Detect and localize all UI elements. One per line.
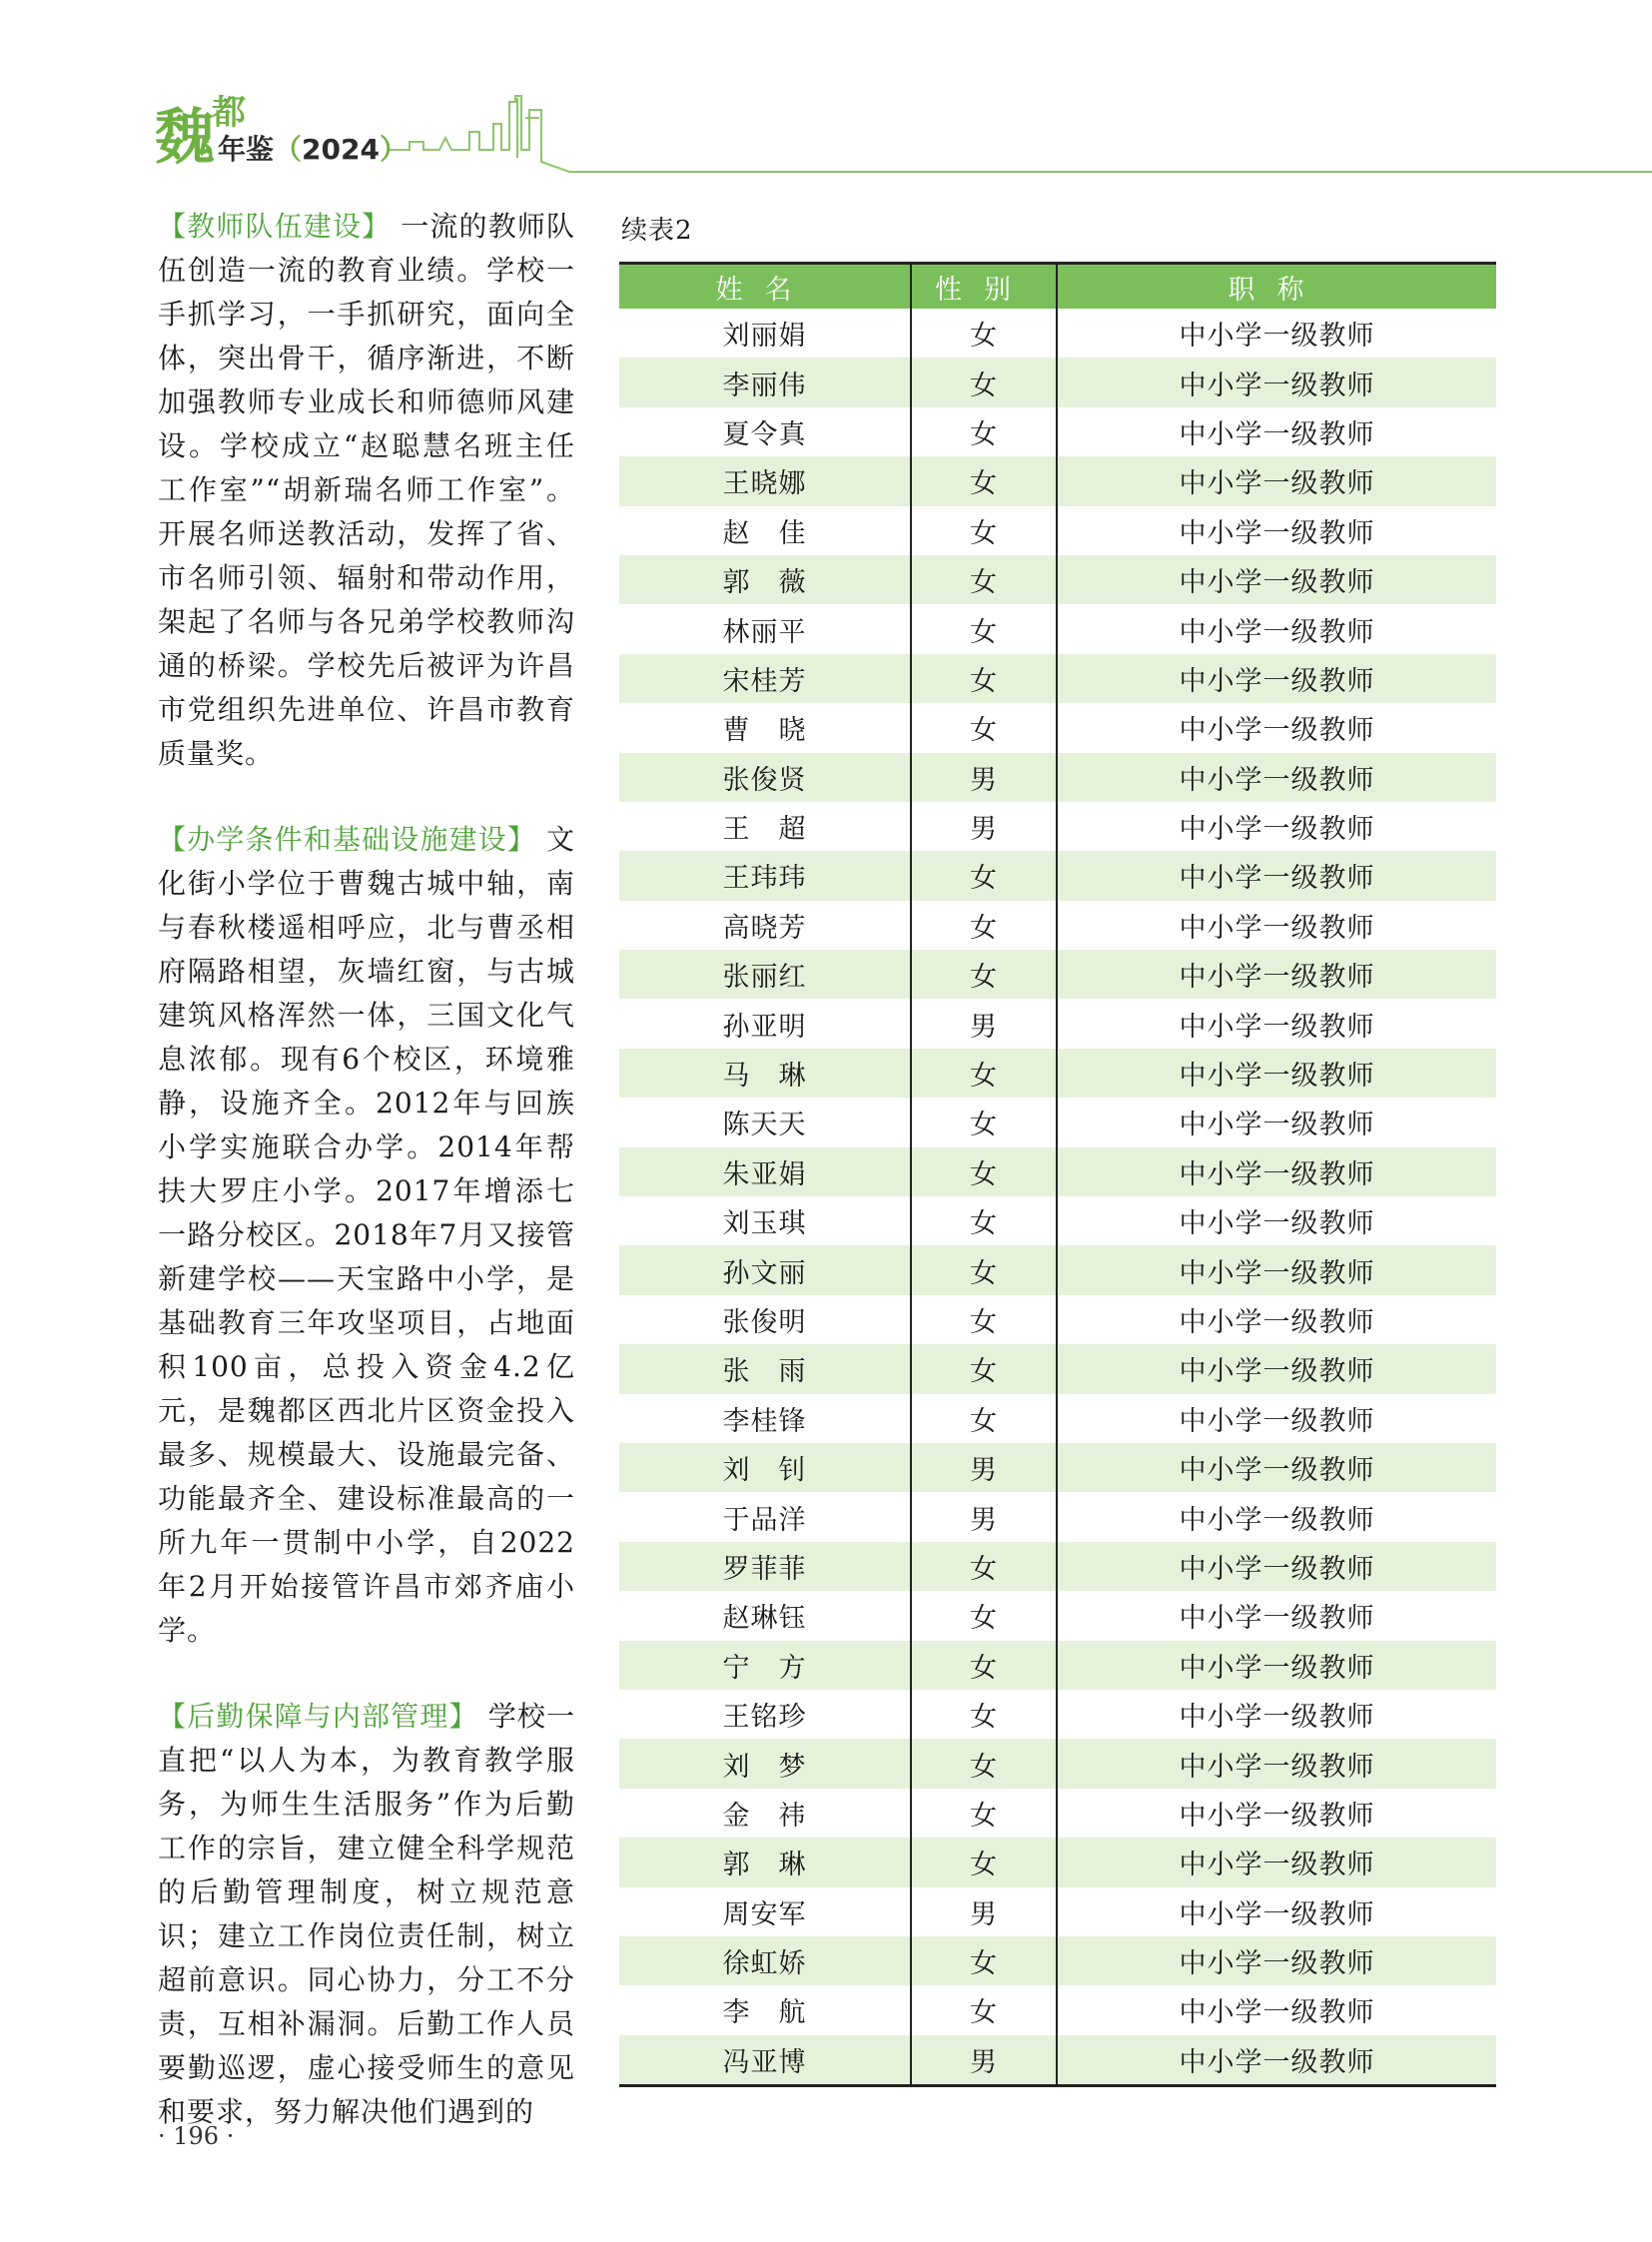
cell-gender: 女	[911, 1245, 1057, 1294]
table-row	[619, 358, 1496, 406]
logo-yearbook-title: 年鉴（2024）	[218, 133, 408, 166]
table-row	[619, 1985, 1496, 2034]
table-row	[619, 1147, 1496, 1196]
paragraph-text: 文化街小学位于曹魏古城中轴，南与春秋楼遥相呼应，北与曹丞相府隔路相望，灰墙红窗，与古城建筑风格浑然一体，三国文化气息浓郁。现有6个校区，环境雅静，设施齐全。2012年与回族小学实施联合办学。2014年帮扶大罗庄小学。2017年增添七一路分校区。2018年7月又接管新建学校——天宝路中小学，是基础教育三年攻坚项目，占地面积100亩，总投入资金4.2亿元，是魏都区西北片区资金投入最多、规模最大、设施最完备、功能最齐全、建设标准最高的一所九年一贯制中小学，自2022年2月开始接管许昌市郊齐庙小学。	[158, 823, 575, 1647]
cell-name: 孙文丽	[619, 1245, 911, 1294]
cell-title: 中小学一级教师	[1179, 1504, 1375, 1536]
cell-name: 张俊贤	[619, 753, 911, 802]
table-row	[619, 1739, 1496, 1788]
cell-title: 中小学一级教师	[1057, 1838, 1496, 1886]
table-row	[619, 2035, 1496, 2086]
cell-gender: 男	[911, 2035, 1057, 2086]
cell-gender: 女	[911, 1591, 1057, 1640]
cell-name: 王玮玮	[619, 851, 911, 900]
cell-title: 中小学一级教师	[1057, 851, 1496, 900]
table-row	[619, 1887, 1496, 1936]
section-heading: 【教师队伍建设】	[158, 210, 392, 243]
cell-title: 中小学一级教师	[1057, 555, 1496, 604]
cell-title: 中小学一级教师	[1179, 517, 1375, 549]
cell-name: 于品洋	[619, 1492, 911, 1541]
cell-gender: 女	[911, 1936, 1057, 1985]
cell-title: 中小学一级教师	[1057, 1245, 1496, 1294]
logo-nianjian-text: 年鉴	[218, 133, 275, 166]
table-row	[619, 1295, 1496, 1344]
section-heading: 【办学条件和基础设施建设】	[158, 823, 536, 856]
cell-name: 王 超	[619, 802, 911, 851]
cell-title: 中小学一级教师	[1057, 2035, 1496, 2086]
cell-gender: 女	[911, 1739, 1057, 1788]
running-header	[150, 88, 1652, 178]
cell-name: 冯亚博	[619, 2035, 911, 2086]
column-header-title: 职称	[1057, 264, 1496, 310]
logo-du-character: 都	[212, 93, 246, 133]
teacher-table	[619, 262, 1496, 2087]
cell-title: 中小学一级教师	[1179, 418, 1375, 450]
cell-title: 中小学一级教师	[1179, 1208, 1375, 1240]
page-number: · 196 ·	[158, 2122, 235, 2150]
table-row	[619, 1049, 1496, 1098]
cell-name: 赵 佳	[619, 506, 911, 555]
paragraph-teacher-team	[158, 205, 575, 776]
cell-title: 中小学一级教师	[1179, 912, 1375, 944]
cell-gender: 女	[911, 1049, 1057, 1098]
cell-name: 王铭珍	[619, 1690, 911, 1739]
table-row	[619, 1591, 1496, 1640]
cell-gender: 女	[911, 703, 1057, 752]
cell-name: 陈天天	[619, 1098, 911, 1146]
table-row	[619, 1443, 1496, 1492]
cell-name: 郭 琳	[619, 1838, 911, 1886]
cell-name: 张俊明	[619, 1295, 911, 1344]
table-row	[619, 753, 1496, 802]
table-row	[619, 950, 1496, 999]
table-body	[619, 309, 1496, 2086]
table-row	[619, 1641, 1496, 1690]
cell-name: 李丽伟	[619, 358, 911, 406]
cell-title: 中小学一级教师	[1179, 814, 1375, 846]
cell-name: 张 雨	[619, 1344, 911, 1393]
cell-gender: 女	[911, 1147, 1057, 1196]
cell-gender: 女	[911, 309, 1057, 358]
cell-name: 周安军	[619, 1887, 911, 1936]
cell-name: 宁 方	[619, 1641, 911, 1690]
cell-gender: 女	[911, 1838, 1057, 1886]
logo-wei-character: 魏	[155, 103, 215, 173]
cell-name: 朱亚娟	[619, 1147, 911, 1196]
table-row	[619, 1838, 1496, 1886]
cell-title: 中小学一级教师	[1057, 1049, 1496, 1098]
column-header-name: 姓名	[619, 264, 911, 310]
column-header-gender: 性别	[911, 264, 1057, 310]
cell-gender: 女	[911, 1196, 1057, 1245]
section-heading: 【后勤保障与内部管理】	[158, 1700, 478, 1733]
table-row	[619, 1344, 1496, 1393]
cell-title: 中小学一级教师	[1057, 1936, 1496, 1985]
cell-gender: 女	[911, 506, 1057, 555]
cell-title: 中小学一级教师	[1179, 1800, 1375, 1832]
cell-gender: 女	[911, 358, 1057, 406]
cell-gender: 男	[911, 999, 1057, 1048]
cell-gender: 男	[911, 1443, 1057, 1492]
cell-title: 中小学一级教师	[1179, 1011, 1375, 1043]
paragraph-logistics	[158, 1695, 575, 2134]
cell-title: 中小学一级教师	[1179, 1898, 1375, 1930]
cell-title: 中小学一级教师	[1057, 1443, 1496, 1492]
table-row	[619, 1245, 1496, 1294]
cell-title: 中小学一级教师	[1179, 715, 1375, 747]
table-caption: 续表2	[621, 216, 693, 246]
cell-title: 中小学一级教师	[1179, 1702, 1375, 1734]
cell-gender: 女	[911, 1394, 1057, 1443]
cell-name: 郭 薇	[619, 555, 911, 604]
paragraph-text: 学校一直把“以人为本，为教育教学服务，为师生生活服务”作为后勤工作的宗旨，建立健全科学规范的后勤管理制度，树立规范意识；建立工作岗位责任制，树立超前意识。同心协力，分工不分责，互相补漏洞。后勤工作人员要勤巡逻，虚心接受师生的意见和要求，努力解决他们遇到的	[158, 1700, 575, 2128]
cell-name: 林丽平	[619, 604, 911, 653]
cell-gender: 女	[911, 1789, 1057, 1838]
table-row	[619, 851, 1496, 900]
cell-title: 中小学一级教师	[1057, 950, 1496, 999]
cell-gender: 女	[911, 1690, 1057, 1739]
cell-gender: 男	[911, 753, 1057, 802]
cell-name: 刘玉琪	[619, 1196, 911, 1245]
cell-gender: 女	[911, 407, 1057, 456]
cell-gender: 女	[911, 901, 1057, 950]
skyline-graphic	[390, 88, 1652, 178]
cell-title: 中小学一级教师	[1179, 1307, 1375, 1338]
cell-title: 中小学一级教师	[1179, 1997, 1375, 2029]
cell-title: 中小学一级教师	[1057, 1641, 1496, 1690]
table-row	[619, 1690, 1496, 1739]
cell-gender: 男	[911, 802, 1057, 851]
cell-gender: 女	[911, 1295, 1057, 1344]
cell-name: 马 琳	[619, 1049, 911, 1098]
table-row	[619, 506, 1496, 555]
cell-gender: 女	[911, 1098, 1057, 1146]
table-row	[619, 654, 1496, 703]
cell-name: 刘丽娟	[619, 309, 911, 358]
table-row	[619, 456, 1496, 505]
cell-name: 李 航	[619, 1985, 911, 2034]
cell-title: 中小学一级教师	[1179, 1603, 1375, 1635]
cell-title: 中小学一级教师	[1057, 456, 1496, 505]
cell-name: 张丽红	[619, 950, 911, 999]
cell-title: 中小学一级教师	[1179, 1405, 1375, 1437]
paragraph-facilities	[158, 818, 575, 1653]
table-row	[619, 1098, 1496, 1146]
table-row	[619, 1789, 1496, 1838]
cell-gender: 女	[911, 851, 1057, 900]
paragraph-text: 一流的教师队伍创造一流的教育业绩。学校一手抓学习，一手抓研究，面向全体，突出骨干，循序渐进，不断加强教师专业成长和师德师风建设。学校成立“赵聪慧名班主任工作室”“胡新瑞名师工作室”。开展名师送教活动，发挥了省、市名师引领、辐射和带动作用，架起了名师与各兄弟学校教师沟通的桥梁。学校先后被评为许昌市党组织先进单位、许昌市教育质量奖。	[158, 210, 575, 770]
table-row	[619, 555, 1496, 604]
table-row	[619, 1394, 1496, 1443]
cell-name: 曹 晓	[619, 703, 911, 752]
cell-gender: 女	[911, 1985, 1057, 2034]
logo-year-text: 2024	[302, 133, 380, 166]
cell-gender: 女	[911, 654, 1057, 703]
cell-gender: 女	[911, 1542, 1057, 1591]
cell-title: 中小学一级教师	[1179, 1110, 1375, 1141]
cell-title: 中小学一级教师	[1057, 753, 1496, 802]
cell-gender: 女	[911, 555, 1057, 604]
cell-gender: 男	[911, 1492, 1057, 1541]
teacher-table-container	[619, 262, 1496, 2087]
cell-name: 罗菲菲	[619, 1542, 911, 1591]
table-row	[619, 703, 1496, 752]
cell-gender: 女	[911, 950, 1057, 999]
cell-gender: 女	[911, 1641, 1057, 1690]
body-text-column	[158, 205, 575, 2176]
cell-title: 中小学一级教师	[1057, 1344, 1496, 1393]
cell-gender: 女	[911, 604, 1057, 653]
table-row	[619, 407, 1496, 456]
table-row	[619, 999, 1496, 1048]
table-row	[619, 1196, 1496, 1245]
table-row	[619, 1492, 1496, 1541]
cell-gender: 男	[911, 1887, 1057, 1936]
cell-name: 刘 梦	[619, 1739, 911, 1788]
cell-title: 中小学一级教师	[1057, 1147, 1496, 1196]
table-row	[619, 1542, 1496, 1591]
table-row	[619, 901, 1496, 950]
cell-title: 中小学一级教师	[1057, 1542, 1496, 1591]
cell-name: 刘 钊	[619, 1443, 911, 1492]
cell-name: 夏令真	[619, 407, 911, 456]
cell-name: 李桂锋	[619, 1394, 911, 1443]
cell-name: 徐虹娇	[619, 1936, 911, 1985]
table-row	[619, 802, 1496, 851]
cell-name: 宋桂芳	[619, 654, 911, 703]
cell-title: 中小学一级教师	[1057, 358, 1496, 406]
table-row	[619, 1936, 1496, 1985]
cell-title: 中小学一级教师	[1179, 321, 1375, 353]
cell-name: 孙亚明	[619, 999, 911, 1048]
cell-gender: 女	[911, 1344, 1057, 1393]
cell-name: 高晓芳	[619, 901, 911, 950]
cell-name: 金 祎	[619, 1789, 911, 1838]
cell-title: 中小学一级教师	[1179, 616, 1375, 648]
cell-name: 赵琳钰	[619, 1591, 911, 1640]
table-header-row	[619, 264, 1496, 310]
table-row	[619, 604, 1496, 653]
cell-gender: 女	[911, 456, 1057, 505]
cell-title: 中小学一级教师	[1057, 654, 1496, 703]
table-row	[619, 309, 1496, 358]
cell-name: 王晓娜	[619, 456, 911, 505]
cell-title: 中小学一级教师	[1057, 1739, 1496, 1788]
